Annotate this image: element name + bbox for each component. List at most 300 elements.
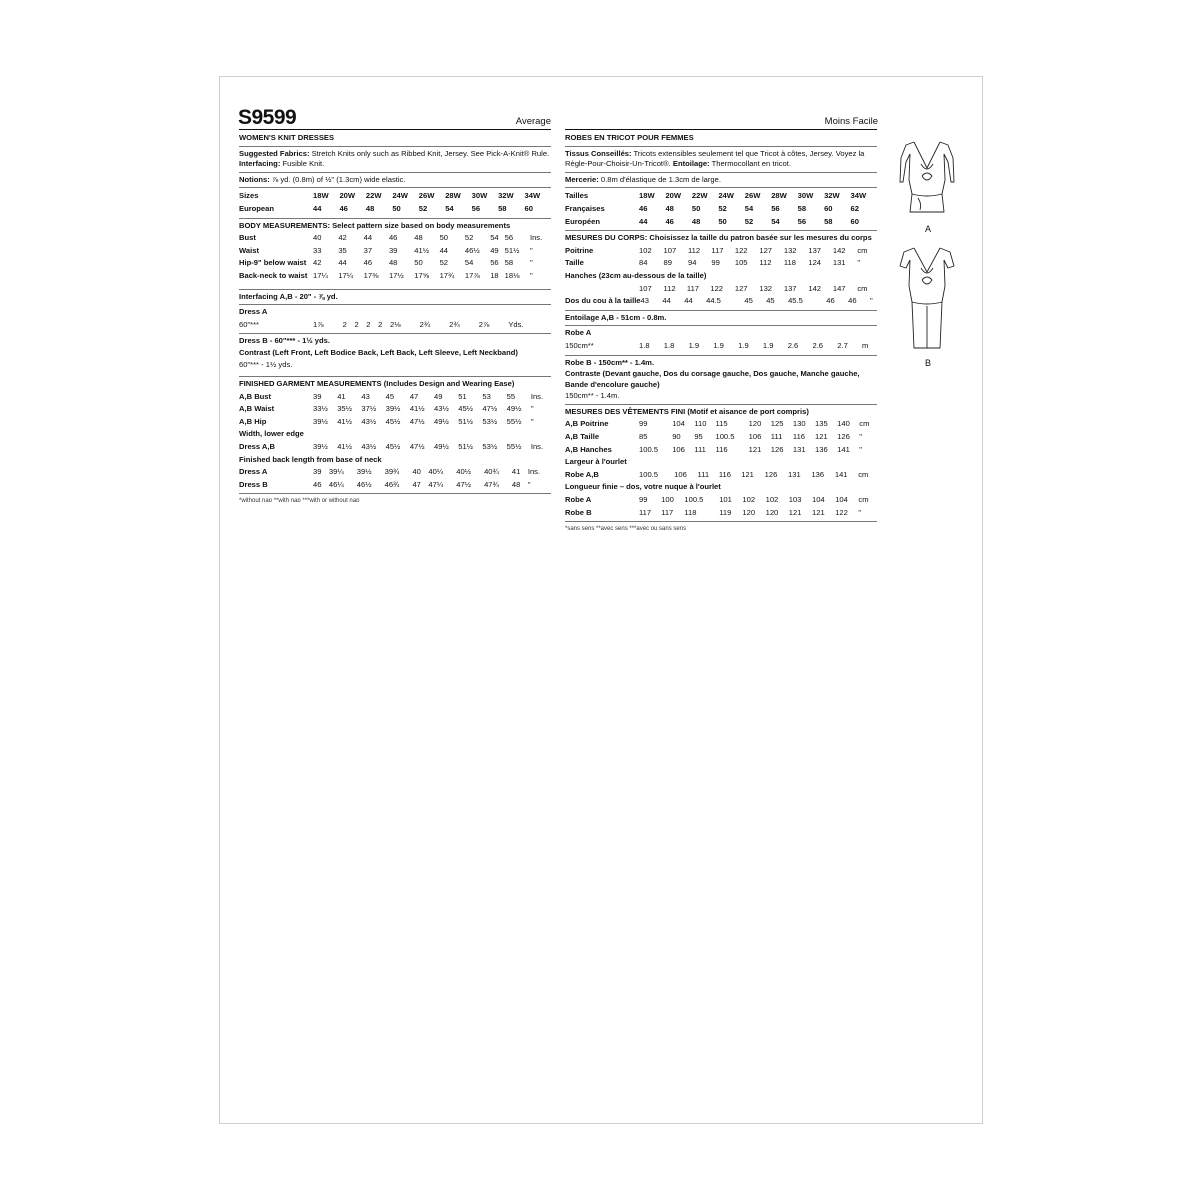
dress-b-drawing	[892, 244, 962, 356]
length-table	[239, 466, 551, 491]
view-b-label: B	[925, 358, 932, 368]
table-row	[565, 507, 877, 520]
table-cell: 84	[639, 258, 648, 268]
suggested-fabrics: Tissus Conseillés: Tricots extensibles seulement tel que Tricot à côtes, Jersey. Voyez la Règle-Pour-Choisir-Un-Tricot®. Entoilage: Thermocollant en tricot.	[565, 148, 865, 169]
table-cell: 41	[511, 467, 521, 477]
table-cell: 117	[661, 507, 674, 517]
unit-cell: cm	[859, 419, 870, 429]
table-cell: 55½	[506, 416, 522, 426]
table-cell: 104	[812, 495, 825, 505]
divider	[565, 310, 877, 311]
row-label: Waist	[239, 245, 259, 255]
table-cell: 100.5	[715, 432, 735, 442]
difficulty-level-fr: Moins Facile	[824, 116, 878, 127]
table-cell: 46	[388, 233, 398, 243]
table-cell: 102	[765, 495, 779, 505]
table-row	[239, 270, 551, 283]
unit-cell: "	[530, 416, 534, 426]
table-cell: 112	[759, 258, 772, 268]
unit-cell: cm	[857, 283, 868, 293]
table-cell: 117	[639, 507, 652, 517]
divider	[239, 493, 551, 494]
width-label: Width, lower edge	[239, 429, 304, 439]
table-cell: 48	[388, 258, 398, 268]
robe-a-label: Robe A	[565, 328, 592, 338]
table-cell: 147	[832, 283, 846, 293]
table-cell: 117	[686, 283, 700, 293]
table-cell: 122	[734, 245, 748, 255]
table-cell: 131	[788, 469, 801, 479]
table-cell: 40	[313, 233, 322, 243]
table-cell: 49½	[434, 416, 449, 426]
table-cell: 140	[837, 419, 850, 429]
table-cell: 52	[464, 233, 474, 243]
table-cell: 103	[788, 495, 802, 505]
table-row	[565, 257, 877, 270]
body-measurements-title: BODY MEASUREMENTS: Select pattern size based on body measurements	[239, 220, 511, 230]
divider	[239, 187, 551, 188]
dress-a-drawing	[892, 138, 962, 220]
table-cell: 136	[815, 444, 828, 454]
table-row	[565, 283, 877, 296]
table-cell: 17¼	[338, 270, 354, 280]
table-cell: 48	[414, 233, 423, 243]
row-label: Robe A,B	[565, 469, 599, 479]
table-cell: 41½	[337, 442, 352, 452]
contrast-label: Contraste (Devant gauche, Dos du corsage gauche, Dos gauche, Manche gauche, Bande d'encolure gauche)	[565, 369, 860, 389]
row-label: Bust	[239, 233, 256, 243]
row-label	[565, 283, 639, 296]
table-cell: 47¾	[484, 479, 499, 489]
table-cell: 47½	[409, 416, 425, 426]
table-cell: 47½	[482, 404, 498, 414]
table-cell: 50	[439, 233, 449, 243]
table-row	[239, 257, 551, 270]
table-cell: 107	[639, 283, 652, 293]
table-cell: 116	[715, 444, 728, 454]
table-cell: 39	[388, 245, 398, 255]
view-a-label: A	[925, 224, 932, 234]
table-cell: 121	[788, 507, 802, 517]
dos-table	[565, 295, 877, 308]
table-cell: 33	[313, 245, 322, 255]
table-cell: 46½	[464, 245, 480, 255]
body-measurements-table	[565, 245, 877, 270]
table-cell: 55	[506, 391, 516, 401]
table-cell: 102	[639, 245, 652, 255]
table-cell: 39	[313, 391, 322, 401]
unit-cell: "	[859, 444, 862, 454]
table-cell: 119	[719, 507, 732, 517]
divider	[239, 304, 551, 305]
table-cell: 120	[748, 419, 762, 429]
table-cell: 127	[734, 283, 748, 293]
table-cell: 118	[783, 258, 796, 268]
table-cell: 130	[792, 419, 806, 429]
table-cell: 43	[361, 391, 370, 401]
unit-cell: "	[857, 258, 861, 268]
table-cell: 42	[338, 233, 347, 243]
row-label: A,B Poitrine	[565, 419, 609, 429]
table-cell: 46	[363, 258, 373, 268]
divider	[565, 172, 877, 173]
divider	[565, 521, 877, 522]
table-cell: 18⅛	[504, 270, 520, 280]
width-table	[239, 441, 551, 454]
table-row	[239, 403, 551, 416]
interfacing-yardage: Interfacing A,B - 20" - ⅞ yd.	[239, 291, 338, 301]
table-row	[565, 418, 877, 431]
length-table	[565, 494, 877, 519]
contrast-label: Contrast (Left Front, Left Bodice Back, Left Back, Left Sleeve, Left Neckband)	[239, 347, 518, 357]
table-cell: 39¾	[384, 467, 400, 477]
footnote: *without nap **with nap ***with or without nap	[239, 498, 360, 503]
divider	[239, 146, 551, 147]
divider	[239, 376, 551, 377]
sizes-row: Tailles 18W 20W 22W 24W 26W 28W 30W 32W 34W	[565, 191, 867, 201]
table-cell: 51½	[458, 442, 473, 452]
table-cell: 107	[663, 245, 677, 255]
row-label: Robe A	[565, 495, 592, 505]
unit-cell: "	[529, 270, 533, 280]
table-cell: 132	[759, 283, 773, 293]
divider	[565, 187, 877, 188]
table-cell: 56	[490, 258, 499, 268]
divider	[239, 218, 551, 219]
row-label: A,B Hip	[239, 416, 267, 426]
table-cell: 17⅜	[363, 270, 379, 280]
table-cell: 99	[639, 495, 648, 505]
table-cell: 46¾	[384, 479, 400, 489]
finished-table	[565, 418, 877, 456]
table-cell: 100.5	[684, 495, 704, 505]
table-cell: 111	[770, 432, 783, 442]
table-cell: 48	[511, 479, 521, 489]
table-cell: 56	[504, 233, 514, 243]
table-cell: 40	[412, 467, 421, 477]
table-cell: 46	[313, 479, 322, 489]
table-cell: 121	[741, 469, 754, 479]
francaises-row: Françaises 46 48 50 52 54 56 58 60 62	[565, 203, 859, 213]
table-cell: 141	[837, 444, 850, 454]
table-cell: 121	[812, 507, 825, 517]
notions: Mercerie: 0.8m d'élastique de 1.3cm de large.	[565, 174, 721, 184]
row-label: Back-neck to waist	[239, 270, 308, 280]
table-cell: 17½	[388, 270, 404, 280]
table-cell: 43	[640, 296, 649, 306]
table-cell: 45	[385, 391, 395, 401]
table-cell: 117	[711, 245, 724, 255]
table-cell: 101	[719, 495, 732, 505]
table-cell: 49	[434, 391, 443, 401]
divider	[565, 355, 877, 356]
table-cell: 100	[661, 495, 674, 505]
table-cell: 94	[688, 258, 697, 268]
contrast-yardage: 150cm** - 1.4m.	[565, 391, 620, 401]
table-cell: 47½	[456, 479, 471, 489]
length-label: Finished back length from base of neck	[239, 454, 382, 464]
divider	[565, 404, 877, 405]
table-cell: 100.5	[639, 469, 659, 479]
table-cell: 99	[711, 258, 720, 268]
notions: Notions: ⅞ yd. (0.8m) of ½" (1.3cm) wide elastic.	[239, 174, 406, 184]
sizes-table	[239, 190, 551, 215]
row-label: Taille	[565, 258, 584, 268]
table-cell: 53½	[482, 442, 498, 452]
table-cell: 95	[694, 432, 703, 442]
body-measurements-table	[239, 232, 551, 282]
dress-a-yardage: 60"*** 1⅞ 2 2 2 2 2⅛ 2¾ 2¾ 2⅞ Yds.	[239, 319, 524, 329]
european-row: Européen 44 46 48 50 52 54 56 58 60	[565, 216, 859, 226]
table-cell: 51½	[458, 416, 473, 426]
hanches-table	[565, 283, 877, 296]
table-cell: 39	[313, 467, 322, 477]
table-cell: 44	[363, 233, 373, 243]
row-label: Robe B	[565, 507, 592, 517]
table-cell: 110	[694, 419, 707, 429]
table-row	[565, 295, 877, 308]
table-cell: 50	[414, 258, 423, 268]
table-cell: 51	[458, 391, 467, 401]
table-cell: 52	[439, 258, 449, 268]
table-cell: 131	[792, 444, 806, 454]
table-cell: 45.5	[788, 296, 803, 306]
table-cell: 137	[783, 283, 797, 293]
table-cell: 111	[694, 444, 706, 454]
header-rule-fr	[565, 129, 877, 130]
row-label: A,B Hanches	[565, 444, 612, 454]
finished-title: MESURES DES VÊTEMENTS FINI (Motif et aisance de port compris)	[565, 406, 809, 416]
row-label: Dos du cou à la taille	[565, 296, 641, 306]
dress-a-label: Dress A	[239, 307, 268, 317]
pattern-code: S9599	[238, 106, 297, 129]
table-cell: 40½	[456, 467, 471, 477]
table-cell: 141	[834, 469, 848, 479]
table-cell: 116	[792, 432, 806, 442]
table-cell: 53	[482, 391, 491, 401]
table-cell: 17¼	[313, 270, 328, 280]
finished-title: FINISHED GARMENT MEASUREMENTS (Includes Design and Wearing Ease)	[239, 379, 515, 389]
table-cell: 106	[674, 469, 687, 479]
table-cell: 17⅝	[414, 270, 430, 280]
table-row	[239, 416, 551, 429]
unit-cell: "	[858, 507, 862, 517]
table-cell: 135	[815, 419, 828, 429]
table-cell: 53½	[482, 416, 498, 426]
interfacing-yardage: Entoilage A,B - 51cm - 0.8m.	[565, 312, 667, 322]
table-cell: 115	[715, 419, 728, 429]
table-row	[239, 479, 551, 492]
unit-cell: Ins.	[530, 442, 544, 452]
table-cell: 104	[835, 495, 848, 505]
table-row	[239, 245, 551, 258]
table-cell: 131	[832, 258, 846, 268]
row-label: A,B Bust	[239, 391, 272, 401]
table-cell: 47	[412, 479, 421, 489]
body-measurements-title: MESURES DU CORPS: Choisissez la taille du patron basée sur les mesures du corps	[565, 233, 872, 243]
table-cell: 120	[742, 507, 756, 517]
divider	[239, 172, 551, 173]
table-cell: 104	[672, 419, 685, 429]
section-title: WOMEN'S KNIT DRESSES	[239, 133, 335, 142]
table-cell: 37	[363, 245, 373, 255]
table-cell: 49	[490, 245, 499, 255]
table-cell: 35	[338, 245, 347, 255]
row-label: Dress A,B	[239, 442, 276, 452]
table-cell: 49½	[506, 404, 522, 414]
table-cell: 54	[490, 233, 499, 243]
table-cell: 39½	[313, 442, 328, 452]
english-column	[239, 131, 551, 502]
unit-cell: Ins.	[530, 391, 544, 401]
table-cell: 126	[770, 444, 784, 454]
width-table	[565, 469, 877, 482]
table-row	[565, 444, 877, 457]
table-cell: 40¾	[484, 467, 499, 477]
table-cell: 105	[734, 258, 748, 268]
row-label: Hip-9" below waist	[239, 258, 307, 268]
table-row	[239, 391, 551, 404]
table-cell: 18	[490, 270, 499, 280]
unit-cell: Ins.	[527, 467, 541, 477]
table-cell: 124	[808, 258, 822, 268]
width-label: Largeur à l'ourlet	[565, 457, 627, 467]
unit-cell: "	[859, 432, 862, 442]
section-title: ROBES EN TRICOT POUR FEMMES	[565, 133, 694, 142]
table-cell: 47½	[409, 442, 425, 452]
table-cell: 122	[835, 507, 848, 517]
unit-cell: Ins.	[529, 233, 543, 243]
table-cell: 44	[684, 296, 693, 306]
table-cell: 33½	[313, 404, 328, 414]
table-cell: 37½	[361, 404, 377, 414]
table-cell: 112	[688, 245, 701, 255]
table-cell: 132	[783, 245, 797, 255]
header-rule-en	[239, 129, 551, 130]
unit-cell: cm	[857, 245, 868, 255]
table-cell: 45	[766, 296, 775, 306]
table-cell: 54	[464, 258, 474, 268]
unit-cell: cm	[858, 495, 869, 505]
table-cell: 44	[662, 296, 671, 306]
table-cell: 111	[697, 469, 710, 479]
table-cell: 136	[811, 469, 825, 479]
robe-b-yardage: Robe B - 150cm** - 1.4m.	[565, 357, 655, 367]
table-row	[239, 232, 551, 245]
table-cell: 112	[663, 283, 676, 293]
table-cell: 46¼	[328, 479, 344, 489]
table-cell: 49½	[434, 442, 449, 452]
table-cell: 125	[770, 419, 784, 429]
table-cell: 46½	[356, 479, 372, 489]
table-cell: 126	[764, 469, 778, 479]
table-cell: 44	[338, 258, 347, 268]
divider	[565, 146, 877, 147]
table-cell: 106	[748, 432, 762, 442]
contrast-yardage: 60"*** - 1½ yds.	[239, 359, 293, 369]
divider	[239, 289, 551, 290]
unit-cell: "	[530, 404, 534, 414]
table-cell: 44	[439, 245, 449, 255]
table-cell: 100.5	[639, 444, 659, 454]
table-cell: 42	[313, 258, 322, 268]
unit-cell: "	[527, 479, 531, 489]
table-cell: 90	[672, 432, 681, 442]
unit-cell: "	[870, 296, 873, 306]
table-row	[565, 245, 877, 258]
table-cell: 47¼	[428, 479, 444, 489]
table-cell: 40¼	[428, 467, 444, 477]
dress-b-yardage: Dress B - 60"*** - 1½ yds.	[239, 336, 330, 346]
table-cell: 58	[504, 258, 514, 268]
suggested-fabrics: Suggested Fabrics: Stretch Knits only such as Ribbed Knit, Jersey. See Pick-A-Knit® Rule. Interfacing: Fusible Knit.	[239, 148, 550, 169]
table-row	[239, 466, 551, 479]
table-cell: 41½	[409, 404, 425, 414]
table-cell: 45½	[385, 442, 401, 452]
table-cell: 122	[710, 283, 724, 293]
table-cell: 116	[718, 469, 731, 479]
table-cell: 46	[826, 296, 835, 306]
divider	[239, 333, 551, 334]
table-cell: 41½	[414, 245, 430, 255]
difficulty-level-en: Average	[515, 116, 551, 127]
table-row	[565, 469, 877, 482]
table-cell: 41½	[337, 416, 352, 426]
table-cell: 106	[672, 444, 685, 454]
table-cell: 121	[748, 444, 762, 454]
table-cell: 102	[742, 495, 756, 505]
table-row	[565, 494, 877, 507]
table-cell: 99	[639, 419, 648, 429]
table-cell: 137	[808, 245, 822, 255]
table-cell: 89	[663, 258, 672, 268]
table-cell: 120	[765, 507, 779, 517]
table-cell: 85	[639, 432, 648, 442]
row-label: Dress A	[239, 467, 268, 477]
table-cell: 127	[759, 245, 773, 255]
table-cell: 35½	[337, 404, 352, 414]
table-cell: 44.5	[706, 296, 721, 306]
table-cell: 17¾	[439, 270, 455, 280]
unit-cell: "	[529, 245, 533, 255]
table-cell: 39½	[385, 404, 401, 414]
table-cell: 121	[815, 432, 828, 442]
divider	[565, 230, 877, 231]
sizes-row: Sizes 18W 20W 22W 24W 26W 28W 30W 32W 34W	[239, 191, 541, 201]
row-label: A,B Waist	[239, 404, 275, 414]
table-cell: 142	[808, 283, 822, 293]
row-label: A,B Taille	[565, 432, 600, 442]
table-cell: 45	[744, 296, 753, 306]
table-cell: 17⅞	[464, 270, 480, 280]
table-cell: 55½	[506, 442, 522, 452]
table-cell: 45½	[458, 404, 473, 414]
unit-cell: cm	[858, 469, 869, 479]
footnote: *sans sens **avec sens ***avec ou sans sens	[565, 526, 687, 531]
table-cell: 43½	[361, 442, 377, 452]
french-column	[565, 131, 877, 530]
table-cell: 118	[684, 507, 697, 517]
row-label: Poitrine	[565, 245, 594, 255]
table-cell: 39½	[356, 467, 372, 477]
table-cell: 39¼	[328, 467, 344, 477]
table-cell: 45½	[385, 416, 401, 426]
table-cell: 51½	[504, 245, 520, 255]
table-cell: 142	[832, 245, 846, 255]
table-row	[565, 431, 877, 444]
table-cell: 43½	[361, 416, 377, 426]
table-cell: 47	[409, 391, 419, 401]
